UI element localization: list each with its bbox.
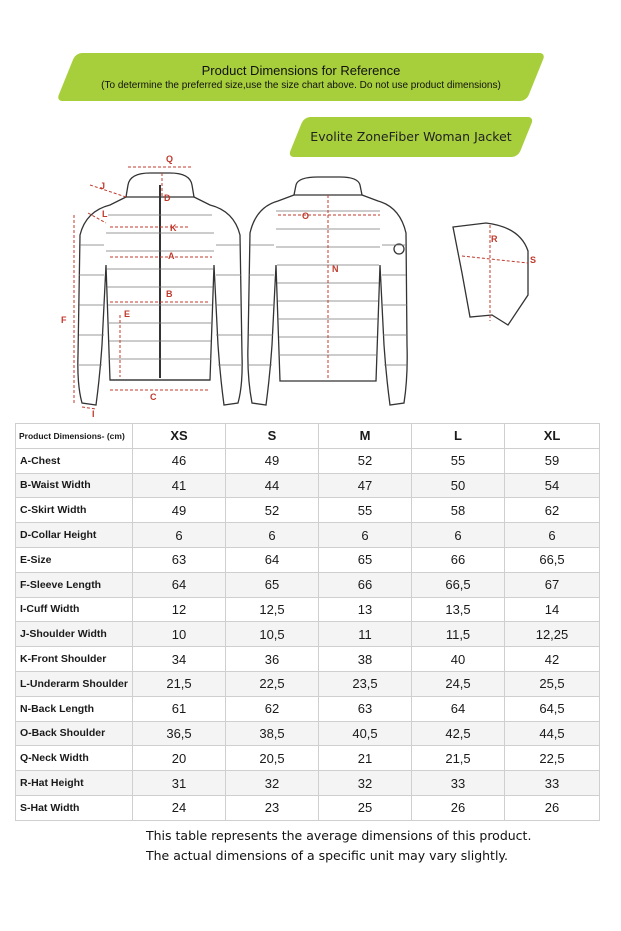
measurement-cell: 14: [505, 597, 600, 622]
measurement-cell: 63: [319, 696, 412, 721]
size-header: S: [226, 424, 319, 449]
measurement-cell: 13,5: [412, 597, 505, 622]
measurement-cell: 42,5: [412, 721, 505, 746]
measurement-cell: 33: [505, 771, 600, 796]
row-label: R-Hat Height: [16, 771, 133, 796]
row-label: O-Back Shoulder: [16, 721, 133, 746]
label-c: C: [150, 392, 157, 402]
measurement-cell: 21: [319, 746, 412, 771]
measurement-cell: 49: [133, 498, 226, 523]
measurement-cell: 63: [133, 547, 226, 572]
table-row: [16, 746, 600, 771]
label-n: N: [332, 264, 339, 274]
measurement-cell: 23,5: [319, 671, 412, 696]
measurement-cell: 26: [412, 795, 505, 820]
jacket-measurement-diagram: [50, 145, 570, 420]
disclaimer-line: The actual dimensions of a specific unit may vary slightly.: [146, 848, 509, 863]
measurement-cell: 67: [505, 572, 600, 597]
measurement-cell: 25,5: [505, 671, 600, 696]
row-label: A-Chest: [16, 448, 133, 473]
table-row: [16, 547, 600, 572]
measurement-cell: 64,5: [505, 696, 600, 721]
measurement-cell: 22,5: [226, 671, 319, 696]
measurement-cell: 12: [133, 597, 226, 622]
measurement-cell: 65: [226, 572, 319, 597]
row-label: K-Front Shoulder: [16, 647, 133, 672]
table-row: [16, 473, 600, 498]
measurement-cell: 38: [319, 647, 412, 672]
size-header: L: [412, 424, 505, 449]
measurement-cell: 34: [133, 647, 226, 672]
label-j: J: [100, 181, 106, 191]
measurement-cell: 33: [412, 771, 505, 796]
measurement-cell: 55: [412, 448, 505, 473]
measurement-cell: 59: [505, 448, 600, 473]
measurement-cell: 54: [505, 473, 600, 498]
measurement-cell: 21,5: [133, 671, 226, 696]
table-row: [16, 721, 600, 746]
measurement-cell: 66,5: [412, 572, 505, 597]
row-label: B-Waist Width: [16, 473, 133, 498]
size-header: XS: [133, 424, 226, 449]
table-header-row: [16, 424, 600, 449]
label-l: L: [102, 209, 108, 219]
measurement-cell: 40,5: [319, 721, 412, 746]
page-subtitle: (To determine the preferred size,use the size chart above. Do not use product dimensions): [101, 80, 501, 91]
table-row: [16, 622, 600, 647]
measurement-cell: 24: [133, 795, 226, 820]
disclaimer-line: This table represents the average dimensions of this product.: [146, 828, 532, 843]
measurement-cell: 40: [412, 647, 505, 672]
measurement-cell: 26: [505, 795, 600, 820]
measurement-cell: 6: [133, 523, 226, 548]
measurement-cell: 64: [133, 572, 226, 597]
table-row: [16, 795, 600, 820]
product-name: Evolite ZoneFiber Woman Jacket: [310, 129, 512, 144]
measurement-cell: 21,5: [412, 746, 505, 771]
jacket-front-drawing: [78, 173, 242, 405]
row-label: F-Sleeve Length: [16, 572, 133, 597]
measurement-cell: 32: [226, 771, 319, 796]
label-s: S: [530, 255, 537, 265]
measurement-cell: 62: [505, 498, 600, 523]
measurement-cell: 20: [133, 746, 226, 771]
measurement-cell: 66,5: [505, 547, 600, 572]
measurement-cell: 58: [412, 498, 505, 523]
measurement-cell: 65: [319, 547, 412, 572]
table-row: [16, 523, 600, 548]
disclaimer-note: [146, 826, 531, 866]
label-e: E: [124, 309, 131, 319]
measurement-cell: 11: [319, 622, 412, 647]
measurement-cell: 11,5: [412, 622, 505, 647]
measurement-cell: 36,5: [133, 721, 226, 746]
jacket-back-measurements: [278, 195, 380, 379]
measurement-cell: 25: [319, 795, 412, 820]
measurement-cell: 44: [226, 473, 319, 498]
measurement-cell: 12,25: [505, 622, 600, 647]
measurement-cell: 20,5: [226, 746, 319, 771]
table-row: [16, 696, 600, 721]
title-banner: [56, 53, 545, 101]
measurement-cell: 66: [319, 572, 412, 597]
measurement-cell: 52: [319, 448, 412, 473]
measurement-cell: 6: [319, 523, 412, 548]
label-k: K: [170, 223, 177, 233]
measurement-cell: 52: [226, 498, 319, 523]
hood-labels: [491, 234, 536, 265]
table-row: [16, 771, 600, 796]
measurement-cell: 64: [226, 547, 319, 572]
size-header: M: [319, 424, 412, 449]
page-title: Product Dimensions for Reference: [201, 63, 401, 78]
row-label: S-Hat Width: [16, 795, 133, 820]
row-label: D-Collar Height: [16, 523, 133, 548]
table-row: [16, 448, 600, 473]
measurement-cell: 12,5: [226, 597, 319, 622]
table-row: [16, 498, 600, 523]
measurement-cell: 32: [319, 771, 412, 796]
measurement-cell: 6: [226, 523, 319, 548]
measurement-cell: 10,5: [226, 622, 319, 647]
table-row: [16, 597, 600, 622]
jacket-back-labels: [302, 211, 339, 274]
measurement-cell: 41: [133, 473, 226, 498]
jacket-front-measurements: [74, 167, 212, 409]
size-header: XL: [505, 424, 600, 449]
row-label: N-Back Length: [16, 696, 133, 721]
table-body: [16, 448, 600, 820]
measurement-cell: 23: [226, 795, 319, 820]
measurement-cell: 6: [412, 523, 505, 548]
measurement-cell: 13: [319, 597, 412, 622]
measurement-cell: 64: [412, 696, 505, 721]
label-d: D: [164, 193, 171, 203]
measurement-cell: 61: [133, 696, 226, 721]
label-o: O: [302, 211, 310, 221]
row-label: E-Size: [16, 547, 133, 572]
measurement-cell: 44,5: [505, 721, 600, 746]
measurement-cell: 24,5: [412, 671, 505, 696]
row-label: Q-Neck Width: [16, 746, 133, 771]
measurement-cell: 49: [226, 448, 319, 473]
measurement-cell: 42: [505, 647, 600, 672]
measurement-cell: 50: [412, 473, 505, 498]
row-label: J-Shoulder Width: [16, 622, 133, 647]
label-i: I: [92, 409, 95, 419]
table-row: [16, 647, 600, 672]
label-a: A: [168, 251, 175, 261]
measurement-cell: 46: [133, 448, 226, 473]
table-row: [16, 572, 600, 597]
measurement-cell: 22,5: [505, 746, 600, 771]
table-row: [16, 671, 600, 696]
label-r: R: [491, 234, 498, 244]
label-b: B: [166, 289, 173, 299]
measurement-cell: 47: [319, 473, 412, 498]
measurement-cell: 55: [319, 498, 412, 523]
label-f: F: [61, 315, 67, 325]
measurement-cell: 10: [133, 622, 226, 647]
table-header-label: Product Dimensions- (cm): [16, 424, 133, 449]
measurement-cell: 62: [226, 696, 319, 721]
measurement-cell: 36: [226, 647, 319, 672]
label-q: Q: [166, 154, 174, 164]
row-label: C-Skirt Width: [16, 498, 133, 523]
measurement-cell: 38,5: [226, 721, 319, 746]
size-table: [15, 423, 600, 821]
row-label: L-Underarm Shoulder: [16, 671, 133, 696]
measurement-cell: 66: [412, 547, 505, 572]
row-label: I-Cuff Width: [16, 597, 133, 622]
measurement-cell: 31: [133, 771, 226, 796]
measurement-cell: 6: [505, 523, 600, 548]
